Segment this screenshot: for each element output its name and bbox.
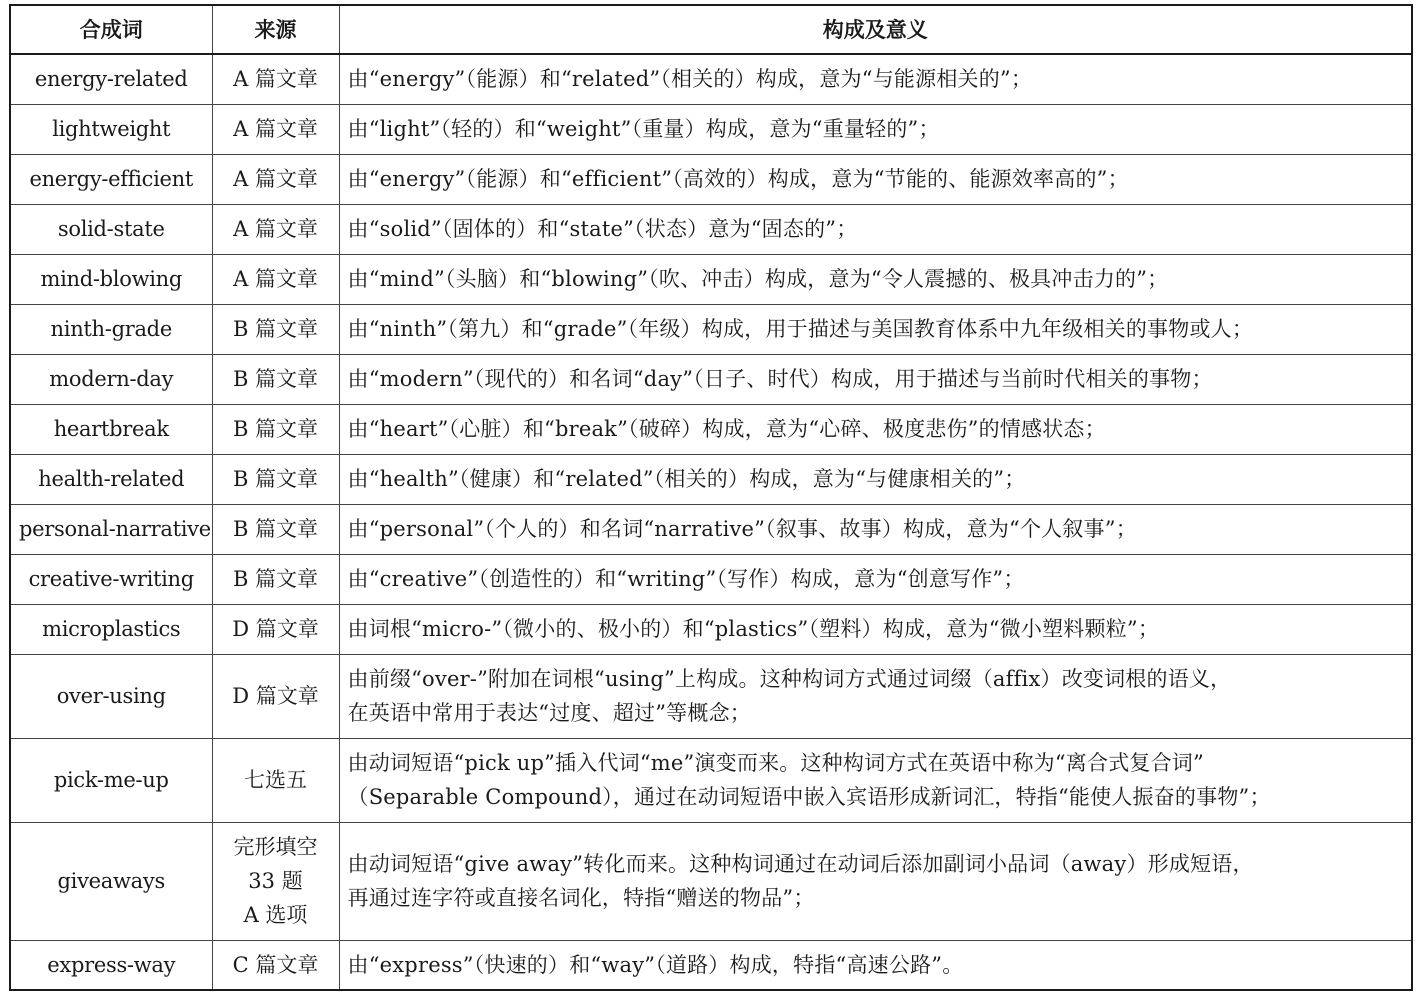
table-row (10, 104, 1412, 154)
table-row (10, 204, 1412, 254)
source-text: A 篇文章 (233, 217, 318, 241)
source-text: 七选五 (244, 768, 307, 792)
table-header-row (10, 5, 1412, 54)
header-word: 合成词 (10, 5, 212, 54)
meaning-text: 由“energy”（能源）和“efficient”（高效的）构成，意为“节能的、能源效率高的”； (347, 167, 1129, 191)
table-row (10, 604, 1412, 654)
compound-word: microplastics (10, 604, 212, 654)
meaning-cell (339, 738, 1412, 822)
meaning-cell (339, 454, 1412, 504)
source-text: 33 题 (248, 869, 303, 893)
source-cell (212, 940, 339, 990)
meaning-cell (339, 604, 1412, 654)
source-cell (212, 454, 339, 504)
meaning-cell (339, 254, 1412, 304)
table-row (10, 822, 1412, 940)
source-text: A 篇文章 (233, 117, 318, 141)
compound-word: solid-state (10, 204, 212, 254)
source-cell (212, 304, 339, 354)
source-text: A 篇文章 (233, 67, 318, 92)
source-text: B 篇文章 (232, 517, 319, 541)
compound-word: heartbreak (10, 404, 212, 454)
meaning-text: 由前缀“over-”附加在词根“using”上构成。这种构词方式通过词缀（affix）改变词根的语义， (347, 667, 1232, 691)
table-body (10, 54, 1412, 990)
meaning-text: 由“ninth”（第九）和“grade”（年级）构成，用于描述与美国教育体系中九年级相关的事物或人； (347, 317, 1254, 341)
source-text: 完形填空 (233, 835, 318, 859)
compound-word: giveaways (10, 822, 212, 940)
compound-word: mind-blowing (10, 254, 212, 304)
meaning-text: 由“modern”（现代的）和名词“day”（日子、时代）构成，用于描述与当前时代相关的事物； (347, 367, 1213, 391)
meaning-text: 由词根“micro-”（微小的、极小的）和“plastics”（塑料）构成，意为“微小塑料颗粒”； (347, 617, 1160, 641)
compound-word: creative-writing (10, 554, 212, 604)
meaning-text: 由“express”（快速的）和“way”（道路）构成，特指“高速公路”。 (347, 952, 964, 977)
compound-word: ninth-grade (10, 304, 212, 354)
table-row (10, 554, 1412, 604)
compound-word: lightweight (10, 104, 212, 154)
source-text: B 篇文章 (232, 367, 319, 391)
meaning-cell (339, 654, 1412, 738)
source-text: B 篇文章 (232, 467, 319, 491)
table-row (10, 354, 1412, 404)
source-cell (212, 738, 339, 822)
source-cell (212, 104, 339, 154)
meaning-text: 由动词短语“give away”转化而来。这种构词通过在动词后添加副词小品词（away）形成短语， (347, 852, 1254, 876)
meaning-cell (339, 554, 1412, 604)
source-text: D 篇文章 (232, 617, 319, 641)
source-text: B 篇文章 (232, 567, 319, 591)
meaning-cell (339, 204, 1412, 254)
source-cell (212, 54, 339, 104)
source-text: A 选项 (243, 903, 308, 927)
meaning-text: 再通过连字符或直接名词化，特指“赠送的物品”； (347, 886, 815, 910)
compound-word: express-way (10, 940, 212, 990)
compound-word: energy-related (10, 54, 212, 104)
source-cell (212, 204, 339, 254)
meaning-text: 由“personal”（个人的）和名词“narrative”（叙事、故事）构成，意为“个人叙事”； (347, 517, 1137, 541)
meaning-text: 由“energy”（能源）和“related”（相关的）构成，意为“与能源相关的”； (347, 67, 1033, 92)
table-row (10, 154, 1412, 204)
source-cell (212, 504, 339, 554)
table-row (10, 654, 1412, 738)
table-row (10, 54, 1412, 104)
compound-word: over-using (10, 654, 212, 738)
source-cell (212, 254, 339, 304)
compound-word: health-related (10, 454, 212, 504)
source-text: A 篇文章 (233, 267, 318, 291)
meaning-text: 由“heart”（心脏）和“break”（破碎）构成，意为“心碎、极度悲伤”的情感状态； (347, 417, 1106, 441)
meaning-text: （Separable Compound），通过在动词短语中嵌入宾语形成新词汇，特指“能使人振奋的事物”； (347, 785, 1271, 809)
table-row (10, 504, 1412, 554)
source-text: B 篇文章 (232, 317, 319, 341)
source-cell (212, 404, 339, 454)
source-text: A 篇文章 (233, 167, 318, 191)
table-row (10, 940, 1412, 990)
source-text: D 篇文章 (232, 684, 319, 708)
header-meaning: 构成及意义 (339, 5, 1412, 54)
meaning-cell (339, 104, 1412, 154)
meaning-text: 由“light”（轻的）和“weight”（重量）构成，意为“重量轻的”； (347, 117, 940, 141)
meaning-cell (339, 940, 1412, 990)
source-text: B 篇文章 (232, 417, 319, 441)
meaning-cell (339, 404, 1412, 454)
compound-word: pick-me-up (10, 738, 212, 822)
compound-word-table (9, 4, 1413, 991)
source-text: C 篇文章 (232, 952, 319, 977)
meaning-cell (339, 822, 1412, 940)
meaning-text: 由动词短语“pick up”插入代词“me”演变而来。这种构词方式在英语中称为“离合式复合词” (347, 751, 1204, 775)
meaning-cell (339, 154, 1412, 204)
source-cell (212, 604, 339, 654)
meaning-text: 由“solid”（固体的）和“state”（状态）意为“固态的”； (347, 217, 858, 241)
table-row (10, 454, 1412, 504)
source-cell (212, 654, 339, 738)
source-cell (212, 154, 339, 204)
compound-word: energy-efficient (10, 154, 212, 204)
meaning-text: 由“health”（健康）和“related”（相关的）构成，意为“与健康相关的”； (347, 467, 1026, 491)
table-row (10, 304, 1412, 354)
meaning-text: 由“mind”（头脑）和“blowing”（吹、冲击）构成，意为“令人震撼的、极具冲击力的”； (347, 267, 1169, 291)
header-source: 来源 (212, 5, 339, 54)
compound-word: personal-narrative (10, 504, 212, 554)
compound-word: modern-day (10, 354, 212, 404)
table-row (10, 738, 1412, 822)
source-cell (212, 554, 339, 604)
meaning-text: 由“creative”（创造性的）和“writing”（写作）构成，意为“创意写作”； (347, 567, 1025, 591)
meaning-cell (339, 504, 1412, 554)
table-row (10, 404, 1412, 454)
source-cell (212, 354, 339, 404)
meaning-cell (339, 304, 1412, 354)
table-row (10, 254, 1412, 304)
meaning-cell (339, 54, 1412, 104)
source-cell (212, 822, 339, 940)
meaning-cell (339, 354, 1412, 404)
meaning-text: 在英语中常用于表达“过度、超过”等概念； (347, 701, 751, 725)
